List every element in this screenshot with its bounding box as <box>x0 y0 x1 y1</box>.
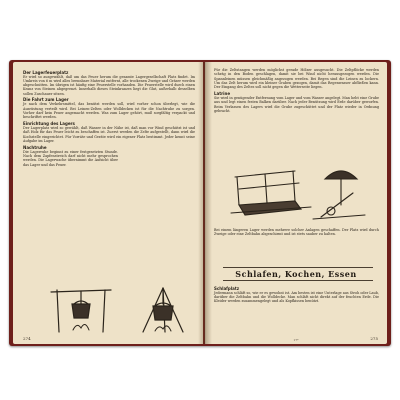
section-title: Schlafen, Kochen, Essen <box>235 269 357 279</box>
heading-schlafplatz: Schlafplatz <box>214 285 240 291</box>
paragraph: Jedermann schläft so, wie er es gewohnt ist. Am besten ist eine Unterlage aus Stroh oder Laub, darüber die Zeltbahn und die Wolldecke. Man schläft nicht direkt auf der feuchten Erde. Die Kleider werden zusammengelegt und als Kopfkissen benützt. <box>214 290 379 304</box>
paragraph: Er wird so ausgewählt, daß um das Feuer herum die gesamte Lagergesellschaft Platz findet. Im Umkreis von 6 m wird alles brennbare Material entfernt, alle trockenen Zweige und Gräser werden abgeschnitten. Im übrigen ist häufig eine Feuerstelle vorhanden. Die Feuerstelle wird durch einen Kranz von Steinen abgegrenzt. Innerhalb dieses Steinkranzes liegt die Glut, außerhalb desselben sollen Zuschauer sitzen. <box>23 74 195 96</box>
heading-lagerfeuerplatz: Der Lagerfeuerplatz <box>23 69 69 75</box>
page-number-right: 275 <box>370 336 378 341</box>
left-page <box>13 62 203 344</box>
paragraph: Der Lagerplatz wird so gewählt, daß Wasser in der Nähe ist, daß man vor Wind geschützt ist und daß Holz für das Feuer leicht zu beschaffen ist. Zuerst werden die Zelte aufgestellt, dann wird die Kochstelle eingerichtet. Für Vorräte und Geräte wird ein eigener Platz bestimmt. Jeder kennt seine Aufgabe im Lager. <box>23 126 195 144</box>
page-number-left: 274 <box>23 336 31 341</box>
paragraph: Sie wird in genügender Entfernung vom Lager und vom Wasser angelegt. Man hebt eine Grube aus und legt einen festen Balken darüber. Nach jeder Benützung wird Erde darüber geworfen. Beim Verlassen des Lagers wird die Grube zugeschüttet und der Platz wieder in Ordnung gebracht. <box>214 95 379 113</box>
paragraph: Bei einem längeren Lager werden mehrere solcher Anlagen geschaffen. Der Platz wird durch Zweige oder eine Zeltbahn abgeschirmt und ist stets sauber zu halten. <box>214 228 379 237</box>
heading-einrichtung: Einrichtung des Lagers <box>23 121 75 127</box>
heading-latrine: Latrine <box>214 90 231 96</box>
right-page-section-text <box>214 284 379 332</box>
paragraph: Die Lagerruhe beginnt zu einer festgesetzten Stunde. Nach dem Zapfenstreich darf nicht mehr gesprochen werden. Die Lagerwache übernimmt die Aufsicht über das Lager und das Feuer. <box>23 149 118 167</box>
paragraph: Für die Zeltstangen werden möglichst gerade Hölzer ausgesucht. Die Zeltpflöcke werden schräg in den Boden geschlagen, damit sie bei Wind nicht herausgezogen werden. Die Spannleinen müssen gleichmäßig angezogen werden. Bei Regen sind die Leinen zu lockern. Um das Zelt herum wird ein kleiner Graben gezogen, damit das Regenwasser abfließen kann. Der Eingang des Zeltes soll nicht gegen die Wetterseite liegen. <box>214 68 379 90</box>
right-page <box>205 62 387 344</box>
heading-fahrt: Die Fahrt zum Lager <box>23 97 69 103</box>
heading-nachtruhe: Nachtruhe <box>23 144 47 150</box>
paragraph: Je nach dem Verkehrsmittel, das benützt werden soll, wird vorher schon überlegt, wie die Ausrüstung verteilt wird. Bei Leinen-Zelten oder Wolldecken ist für die Nachtruhe zu sorgen. Vorher darf kein Feuer angemacht werden. Was zum Lager gehört, muß sorgfältig verpackt und beschriftet werden. <box>23 102 195 120</box>
signature-mark: 17* <box>293 338 299 342</box>
latrine-and-tent-illustration <box>225 165 375 225</box>
section-rule-top <box>223 267 373 268</box>
cooking-tripod-illustration <box>47 282 197 334</box>
section-rule-bottom <box>223 280 373 281</box>
